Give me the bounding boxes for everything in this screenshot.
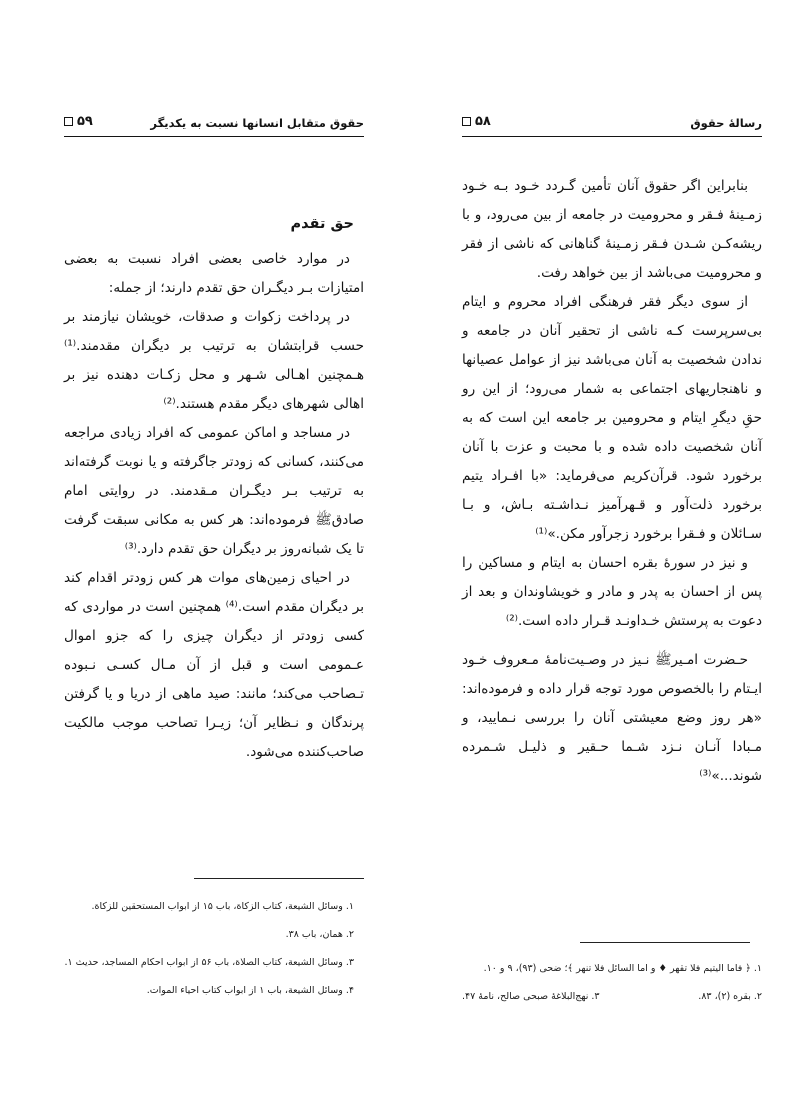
- header-rule: [64, 136, 364, 137]
- paragraph: در مساجد و اماکن عمومی که افراد زیادی مراجعه می‌کنند، کسانی که زودتر جاگرفته و یا نوبت گرفته‌اند به ترتیب بـر دیگـران مـقدمند. در روایتی امام صادقﷺ فرموده‌اند: هر کس به مکانی سبقت گرفت تا یک شبانه‌روز بر دیگران حق تقدم دارد.⁽³⁾: [64, 425, 364, 557]
- page-number: ۵۹: [77, 114, 93, 129]
- page-number-block: [64, 114, 93, 129]
- footnote-rule: [580, 942, 750, 943]
- footnote: ۱. ﴿ فاما الیتیم فلا تقهر ♦ و اما السائل فلا تنهر ﴾؛ ضحی (۹۳)، ۹ و ۱۰.: [483, 963, 762, 974]
- page-number-block: [462, 114, 491, 129]
- paragraph: بنابراین اگر حقوق آنان تأمین گـردد خـود بـه خـود زمـینهٔ فـقر و محرومیت در جامعه از بین می‌رود، و با ریشه‌کـن شـدن فـقر زمـینهٔ گناهانی که ناشی از فقر و محرومیت می‌باشد از بین خواهد رفت.: [462, 178, 762, 281]
- footnotes: [462, 962, 762, 1003]
- page-header: [462, 114, 762, 136]
- paragraph: حـضرت امـیرﷺ نـیز در وصـیت‌نامهٔ مـعروف خـود ایـتام را بالخصوص مورد توجه قرار داده و فرموده‌اند: «هر روز وضع معیشتی آنان را بررسی نـمایید، و مـبادا آنـان نـزد شـما حـقیر و ذلیـل شـمرده شوند...»⁽³⁾: [462, 652, 762, 784]
- footnote: ۳. وسائل الشیعة، کتاب الصلاة، باب ۵۶ از ابواب احکام المساجد، حدیث ۱.: [64, 957, 354, 968]
- right-page: [400, 0, 800, 1100]
- paragraph-gap: [462, 636, 762, 646]
- page-number: ۵۸: [475, 114, 491, 129]
- footnote: ۳. نهج‌البلاغهٔ صبحی صالح، نامهٔ ۴۷.: [462, 991, 600, 1002]
- paragraph: در پرداخت زکوات و صدقات، خویشان نیازمند بر حسب قرابتشان به ترتیب بر دیگران مقدمند.⁽¹⁾ هـمچنین اهـالی شـهر و محل زکـات دهنده نیز بر اهالی شهرهای دیگر مقدم هستند.⁽²⁾: [64, 309, 364, 412]
- paragraph: از سوی دیگر فقر فرهنگی افراد محروم و ایتام بی‌سرپرست کـه ناشی از تحقیر آنان در جامعه و ندادن شخصیت به آنان می‌باشد نیز از عوامل عصیانها و ناهنجاریهای اجتماعی به شمار می‌رود؛ از این رو حقِ دیگرِ ایتام و محرومین بر جامعه این است که به آنان شخصیت داده شده و با محبت و عزت با آنان برخورد شود. قرآن‌کریم می‌فرماید: «با افـراد یتیم برخورد ذلت‌آور و قـهرآمیز نـداشـته بـاش، و بـا سـائلان و فـقرا برخورد زجرآور مکن.»⁽¹⁾: [462, 294, 762, 542]
- footnote-rule: [194, 878, 364, 879]
- footnote: ۱. وسائل الشیعة، کتاب الزکاة، باب ۱۵ از ابواب المستحقین للزکاة.: [91, 901, 354, 912]
- body-text: [462, 172, 762, 791]
- body-text: [64, 210, 364, 767]
- footnote: ۴. وسائل الشیعة، باب ۱ از ابواب کتاب احیاء الموات.: [146, 985, 354, 996]
- paragraph: در موارد خاصی بعضی افراد نسبت به بعضی امتیازات بـر دیگـران حق تقدم دارند؛ از جمله:: [64, 251, 364, 296]
- square-ornament-icon: [462, 117, 471, 126]
- square-ornament-icon: [64, 117, 73, 126]
- paragraph: در احیای زمین‌های موات هر کس زودتر اقدام کند بر دیگران مقدم است.⁽⁴⁾ همچنین است در مواردی که کسی زودتر از دیگران چیزی را که جزو اموال عـمومی است و قبل از آن مـال کسـی نـبوده تـصاحب می‌کند؛ مانند: صید ماهی از دریا و یا گرفتن پرندگان و نـظایر آن؛ زیـرا تصاحب موجب مالکیت صاحب‌کننده می‌شود.: [64, 570, 364, 760]
- running-title: حقوق متقابل انسانها نسبت به یکدیگر: [150, 116, 364, 130]
- running-title: رسالهٔ حقوق: [690, 116, 762, 130]
- paragraph: و نیز در سورهٔ بقره احسان به ایتام و مساکین را پس از احسان به پدر و مادر و خویشاوندان و بعد از دعوت به پرستش خـداونـد قـرار داده است.⁽²⁾: [462, 555, 762, 629]
- footnotes: [64, 900, 354, 1012]
- section-heading: حق تقدم: [290, 216, 354, 232]
- page-header: [64, 114, 364, 136]
- footnote: ۲. همان، باب ۳۸.: [285, 929, 354, 940]
- footnote-row: [462, 990, 762, 1003]
- footnote: ۲. بقره (۲)، ۸۳.: [698, 991, 762, 1002]
- header-rule: [462, 136, 762, 137]
